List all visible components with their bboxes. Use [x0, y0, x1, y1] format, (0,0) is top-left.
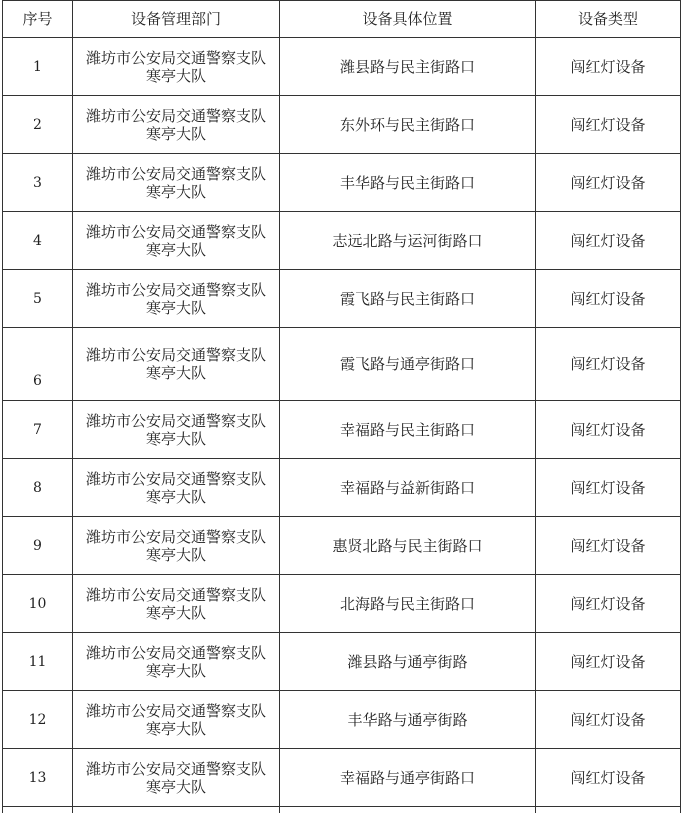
- table-row: [3, 749, 681, 807]
- row-location: 霞飞路与民主街路口: [280, 270, 536, 328]
- row-seq: 5: [3, 270, 73, 328]
- table-row: [3, 517, 681, 575]
- row-dept: 潍坊市公安局交通警察支队寒亭大队: [73, 401, 280, 459]
- row-dept: 潍坊市公安局交通警察支队寒亭大队: [73, 517, 280, 575]
- row-dept: 潍坊市公安局交通警察支队寒亭大队: [73, 96, 280, 154]
- row-seq: 6: [3, 328, 73, 401]
- row-seq: 13: [3, 749, 73, 807]
- row-dept: 潍坊市公安局交通警察支队寒亭大队: [73, 691, 280, 749]
- partial-cell: [3, 807, 73, 813]
- row-location: 北海路与民主街路口: [280, 575, 536, 633]
- row-seq: 2: [3, 96, 73, 154]
- header-dept: 设备管理部门: [73, 1, 280, 38]
- row-location: 幸福路与益新街路口: [280, 459, 536, 517]
- row-seq: 8: [3, 459, 73, 517]
- table-row: [3, 691, 681, 749]
- header-row: [3, 1, 681, 38]
- row-location: 幸福路与民主街路口: [280, 401, 536, 459]
- table-row: [3, 270, 681, 328]
- row-type: 闯红灯设备: [536, 270, 681, 328]
- row-type: 闯红灯设备: [536, 328, 681, 401]
- device-table: [2, 0, 681, 813]
- header-location: 设备具体位置: [280, 1, 536, 38]
- table-row: [3, 575, 681, 633]
- row-location: 幸福路与通亭街路口: [280, 749, 536, 807]
- row-dept: 潍坊市公安局交通警察支队寒亭大队: [73, 575, 280, 633]
- row-type: 闯红灯设备: [536, 749, 681, 807]
- row-type: 闯红灯设备: [536, 691, 681, 749]
- row-type: 闯红灯设备: [536, 517, 681, 575]
- table-row: [3, 401, 681, 459]
- row-location: 惠贤北路与民主街路口: [280, 517, 536, 575]
- table-row: [3, 459, 681, 517]
- table-row: [3, 154, 681, 212]
- row-location: 东外环与民主街路口: [280, 96, 536, 154]
- table-row-partial: [3, 807, 681, 813]
- row-type: 闯红灯设备: [536, 459, 681, 517]
- row-dept: 潍坊市公安局交通警察支队寒亭大队: [73, 633, 280, 691]
- table-row: [3, 38, 681, 96]
- row-type: 闯红灯设备: [536, 575, 681, 633]
- table-row: [3, 328, 681, 401]
- row-location: 丰华路与民主街路口: [280, 154, 536, 212]
- row-seq: 10: [3, 575, 73, 633]
- row-seq: 11: [3, 633, 73, 691]
- row-type: 闯红灯设备: [536, 633, 681, 691]
- row-location: 潍县路与通亭街路: [280, 633, 536, 691]
- row-seq: 7: [3, 401, 73, 459]
- partial-cell: [280, 807, 536, 813]
- row-dept: 潍坊市公安局交通警察支队寒亭大队: [73, 212, 280, 270]
- row-seq: 9: [3, 517, 73, 575]
- row-seq: 4: [3, 212, 73, 270]
- row-type: 闯红灯设备: [536, 154, 681, 212]
- row-type: 闯红灯设备: [536, 38, 681, 96]
- table-row: [3, 96, 681, 154]
- row-type: 闯红灯设备: [536, 401, 681, 459]
- row-dept: 潍坊市公安局交通警察支队寒亭大队: [73, 459, 280, 517]
- row-location: 霞飞路与通亭街路口: [280, 328, 536, 401]
- row-seq: 3: [3, 154, 73, 212]
- row-seq: 12: [3, 691, 73, 749]
- partial-cell: [536, 807, 681, 813]
- row-dept: 潍坊市公安局交通警察支队寒亭大队: [73, 38, 280, 96]
- table-row: [3, 633, 681, 691]
- row-dept: 潍坊市公安局交通警察支队寒亭大队: [73, 749, 280, 807]
- row-location: 志远北路与运河街路口: [280, 212, 536, 270]
- row-dept: 潍坊市公安局交通警察支队寒亭大队: [73, 154, 280, 212]
- table-row: [3, 212, 681, 270]
- row-type: 闯红灯设备: [536, 212, 681, 270]
- row-dept: 潍坊市公安局交通警察支队寒亭大队: [73, 270, 280, 328]
- header-type: 设备类型: [536, 1, 681, 38]
- row-type: 闯红灯设备: [536, 96, 681, 154]
- row-dept: 潍坊市公安局交通警察支队寒亭大队: [73, 328, 280, 401]
- row-location: 丰华路与通亭街路: [280, 691, 536, 749]
- partial-cell: [73, 807, 280, 813]
- header-seq: 序号: [3, 1, 73, 38]
- row-location: 潍县路与民主街路口: [280, 38, 536, 96]
- row-seq: 1: [3, 38, 73, 96]
